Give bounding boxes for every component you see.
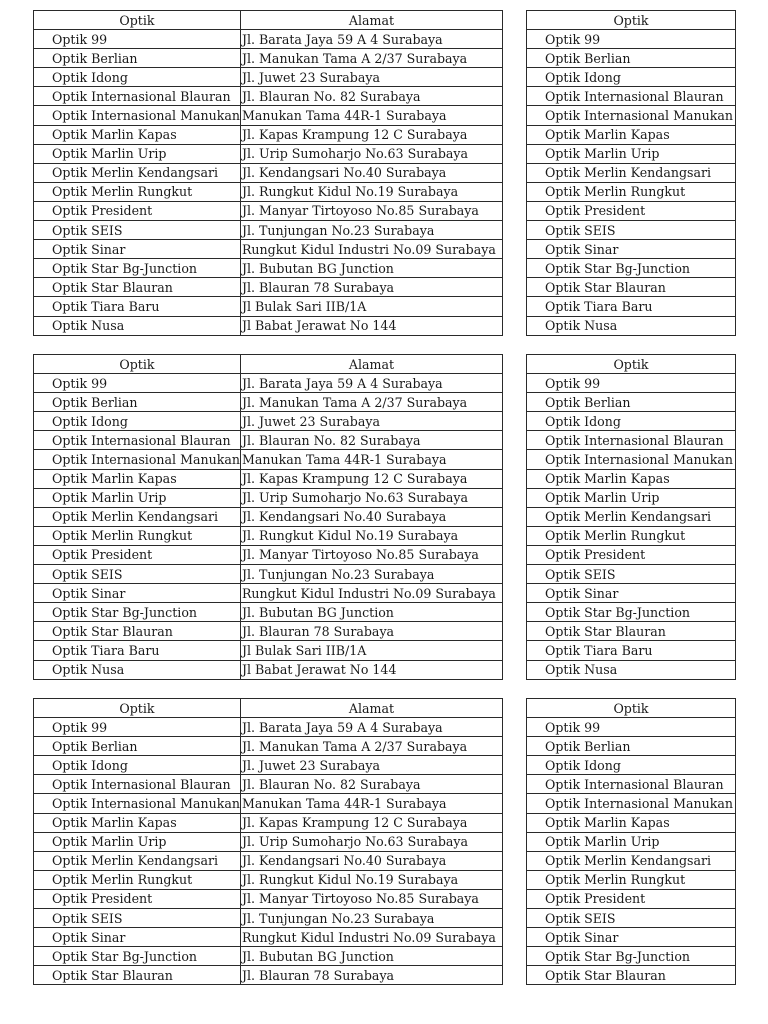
address-cell: Jl. Barata Jaya 59 A 4 Surabaya: [240, 718, 502, 737]
optik-name-cell: Optik SEIS: [527, 909, 736, 928]
table-row: [34, 469, 503, 488]
optik-name-cell: Optik SEIS: [527, 221, 736, 240]
table-row: [527, 106, 736, 125]
optik-name-cell: Optik Tiara Baru: [527, 297, 736, 316]
optik-name-cell: Optik Marlin Kapas: [34, 125, 241, 144]
table-row: [527, 928, 736, 947]
optik-name-cell: Optik Nusa: [34, 316, 241, 335]
optik-name-cell: Optik Internasional Blauran: [34, 775, 241, 794]
address-cell: Jl. Blauran No. 82 Surabaya: [240, 775, 502, 794]
address-cell: Jl. Manyar Tirtoyoso No.85 Surabaya: [240, 201, 502, 220]
table-row: [527, 240, 736, 259]
address-cell: Jl. Juwet 23 Surabaya: [240, 756, 502, 775]
optik-name-cell: Optik Marlin Urip: [527, 488, 736, 507]
name-table-1: [526, 10, 736, 336]
name-table-3: [526, 698, 736, 985]
table-row: [34, 297, 503, 316]
optik-name-cell: Optik Internasional Blauran: [527, 775, 736, 794]
table-row: [34, 851, 503, 870]
optik-name-cell: Optik Idong: [34, 412, 241, 431]
table-row: [34, 545, 503, 564]
optik-name-cell: Optik SEIS: [34, 565, 241, 584]
address-cell: Jl. Kendangsari No.40 Surabaya: [240, 163, 502, 182]
table-row: [527, 316, 736, 335]
address-cell: Jl. Bubutan BG Junction: [240, 947, 502, 966]
optik-name-cell: Optik Idong: [527, 756, 736, 775]
optik-name-cell: Optik SEIS: [34, 909, 241, 928]
optik-name-cell: Optik Internasional Blauran: [527, 87, 736, 106]
optik-name-cell: Optik Merlin Kendangsari: [527, 163, 736, 182]
address-cell: Manukan Tama 44R-1 Surabaya: [240, 794, 502, 813]
table-row: [527, 794, 736, 813]
table-row: [34, 947, 503, 966]
optik-name-cell: Optik Berlian: [527, 49, 736, 68]
table-row: [527, 374, 736, 393]
table-row: [34, 221, 503, 240]
table-row: [527, 947, 736, 966]
optik-name-cell: Optik 99: [527, 30, 736, 49]
table-row: [527, 297, 736, 316]
optik-name-cell: Optik Internasional Manukan: [34, 794, 241, 813]
table-row: [527, 507, 736, 526]
table-row: [527, 201, 736, 220]
table-row: [34, 182, 503, 201]
column-header-optik: Optik: [34, 11, 241, 30]
table-row: [34, 756, 503, 775]
optik-name-cell: Optik Sinar: [527, 584, 736, 603]
address-cell: Jl. Blauran 78 Surabaya: [240, 278, 502, 297]
optik-name-cell: Optik Star Bg-Junction: [527, 947, 736, 966]
table-row: [34, 412, 503, 431]
optik-name-cell: Optik Star Bg-Junction: [527, 603, 736, 622]
optik-name-cell: Optik 99: [527, 718, 736, 737]
optik-name-cell: Optik Marlin Kapas: [527, 125, 736, 144]
optik-name-cell: Optik President: [527, 201, 736, 220]
table-row: [34, 889, 503, 908]
optik-name-cell: Optik Marlin Urip: [34, 488, 241, 507]
optik-name-cell: Optik Idong: [34, 756, 241, 775]
optik-name-cell: Optik Merlin Kendangsari: [34, 163, 241, 182]
table-row: [34, 775, 503, 794]
table-row: [34, 431, 503, 450]
optik-name-cell: Optik Marlin Urip: [527, 144, 736, 163]
column-header-optik: Optik: [527, 355, 736, 374]
optik-name-cell: Optik Star Blauran: [527, 278, 736, 297]
table-row: [527, 622, 736, 641]
optik-name-cell: Optik Marlin Kapas: [34, 469, 241, 488]
address-cell: Jl. Manyar Tirtoyoso No.85 Surabaya: [240, 545, 502, 564]
table-row: [34, 106, 503, 125]
table-row: [527, 603, 736, 622]
table-row: [527, 450, 736, 469]
optik-name-cell: Optik Tiara Baru: [34, 297, 241, 316]
table-header-row: [527, 699, 736, 718]
optik-name-cell: Optik Berlian: [527, 393, 736, 412]
optik-name-cell: Optik Star Blauran: [527, 622, 736, 641]
address-cell: Jl. Rungkut Kidul No.19 Surabaya: [240, 870, 502, 889]
column-header-alamat: Alamat: [240, 699, 502, 718]
address-cell: Jl Babat Jerawat No 144: [240, 660, 502, 679]
address-cell: Jl Bulak Sari IIB/1A: [240, 297, 502, 316]
table-row: [34, 374, 503, 393]
optik-name-cell: Optik Nusa: [34, 660, 241, 679]
address-cell: Rungkut Kidul Industri No.09 Surabaya: [240, 240, 502, 259]
table-row: [34, 450, 503, 469]
optik-name-cell: Optik Idong: [527, 412, 736, 431]
optik-name-cell: Optik Sinar: [34, 584, 241, 603]
table-row: [34, 68, 503, 87]
optik-name-cell: Optik President: [527, 545, 736, 564]
table-row: [34, 966, 503, 985]
address-cell: Jl. Kapas Krampung 12 C Surabaya: [240, 125, 502, 144]
optik-name-cell: Optik Internasional Blauran: [527, 431, 736, 450]
table-row: [527, 125, 736, 144]
address-cell: Jl. Bubutan BG Junction: [240, 603, 502, 622]
optik-name-cell: Optik Merlin Kendangsari: [527, 851, 736, 870]
address-table-1: [33, 10, 503, 336]
table-row: [527, 431, 736, 450]
table-row: [34, 832, 503, 851]
address-cell: Jl. Manukan Tama A 2/37 Surabaya: [240, 393, 502, 412]
table-row: [527, 870, 736, 889]
address-cell: Jl. Kapas Krampung 12 C Surabaya: [240, 813, 502, 832]
optik-name-cell: Optik Merlin Rungkut: [34, 526, 241, 545]
address-cell: Jl. Tunjungan No.23 Surabaya: [240, 221, 502, 240]
optik-name-cell: Optik Star Bg-Junction: [527, 259, 736, 278]
optik-name-cell: Optik President: [34, 201, 241, 220]
table-row: [527, 909, 736, 928]
table-row: [527, 966, 736, 985]
table-row: [34, 870, 503, 889]
table-row: [527, 49, 736, 68]
table-row: [527, 221, 736, 240]
address-cell: Jl. Tunjungan No.23 Surabaya: [240, 909, 502, 928]
optik-name-cell: Optik 99: [34, 718, 241, 737]
optik-name-cell: Optik Sinar: [34, 928, 241, 947]
table-row: [527, 526, 736, 545]
optik-name-cell: Optik Merlin Kendangsari: [34, 507, 241, 526]
optik-name-cell: Optik Sinar: [34, 240, 241, 259]
optik-name-cell: Optik Marlin Urip: [34, 832, 241, 851]
table-row: [34, 316, 503, 335]
table-row: [527, 278, 736, 297]
optik-name-cell: Optik Internasional Manukan: [527, 794, 736, 813]
address-cell: Jl. Rungkut Kidul No.19 Surabaya: [240, 182, 502, 201]
table-row: [34, 144, 503, 163]
address-cell: Jl. Urip Sumoharjo No.63 Surabaya: [240, 144, 502, 163]
optik-name-cell: Optik Star Bg-Junction: [34, 947, 241, 966]
optik-name-cell: Optik President: [527, 889, 736, 908]
optik-name-cell: Optik Marlin Kapas: [527, 813, 736, 832]
table-row: [34, 813, 503, 832]
table-row: [34, 278, 503, 297]
table-header-row: [34, 11, 503, 30]
address-cell: Jl. Urip Sumoharjo No.63 Surabaya: [240, 488, 502, 507]
optik-name-cell: Optik Internasional Blauran: [34, 87, 241, 106]
optik-name-cell: Optik President: [34, 545, 241, 564]
address-cell: Manukan Tama 44R-1 Surabaya: [240, 106, 502, 125]
optik-name-cell: Optik SEIS: [527, 565, 736, 584]
optik-name-cell: Optik Internasional Manukan: [527, 106, 736, 125]
column-header-optik: Optik: [34, 355, 241, 374]
optik-name-cell: Optik Internasional Manukan: [34, 450, 241, 469]
table-row: [527, 182, 736, 201]
optik-name-cell: Optik Marlin Kapas: [527, 469, 736, 488]
table-row: [34, 488, 503, 507]
optik-name-cell: Optik Marlin Urip: [34, 144, 241, 163]
table-header-row: [527, 11, 736, 30]
table-row: [34, 393, 503, 412]
optik-name-cell: Optik Tiara Baru: [34, 641, 241, 660]
address-cell: Jl Bulak Sari IIB/1A: [240, 641, 502, 660]
optik-name-cell: Optik Berlian: [527, 737, 736, 756]
table-row: [34, 87, 503, 106]
column-header-alamat: Alamat: [240, 11, 502, 30]
table-row: [527, 813, 736, 832]
table-row: [34, 660, 503, 679]
optik-name-cell: Optik Merlin Rungkut: [34, 182, 241, 201]
address-cell: Jl. Blauran No. 82 Surabaya: [240, 87, 502, 106]
optik-name-cell: Optik Idong: [34, 68, 241, 87]
table-row: [34, 622, 503, 641]
optik-name-cell: Optik Idong: [527, 68, 736, 87]
optik-name-cell: Optik Nusa: [527, 316, 736, 335]
address-cell: Jl Babat Jerawat No 144: [240, 316, 502, 335]
address-cell: Jl. Kapas Krampung 12 C Surabaya: [240, 469, 502, 488]
table-row: [527, 68, 736, 87]
optik-name-cell: Optik Berlian: [34, 737, 241, 756]
table-row: [34, 928, 503, 947]
optik-name-cell: Optik Internasional Manukan: [527, 450, 736, 469]
table-row: [34, 603, 503, 622]
optik-name-cell: Optik Merlin Kendangsari: [527, 507, 736, 526]
table-row: [527, 412, 736, 431]
table-row: [34, 240, 503, 259]
column-header-alamat: Alamat: [240, 355, 502, 374]
address-table-3: [33, 698, 503, 985]
table-row: [527, 737, 736, 756]
table-row: [34, 201, 503, 220]
table-row: [527, 851, 736, 870]
optik-name-cell: Optik Merlin Kendangsari: [34, 851, 241, 870]
table-row: [34, 259, 503, 278]
column-header-optik: Optik: [527, 11, 736, 30]
address-cell: Jl. Kendangsari No.40 Surabaya: [240, 851, 502, 870]
address-cell: Jl. Manukan Tama A 2/37 Surabaya: [240, 737, 502, 756]
address-cell: Jl. Barata Jaya 59 A 4 Surabaya: [240, 374, 502, 393]
table-row: [34, 794, 503, 813]
name-table-2: [526, 354, 736, 680]
table-header-row: [527, 355, 736, 374]
optik-name-cell: Optik President: [34, 889, 241, 908]
table-row: [527, 889, 736, 908]
table-row: [527, 163, 736, 182]
optik-name-cell: Optik Star Bg-Junction: [34, 259, 241, 278]
optik-name-cell: Optik Merlin Rungkut: [34, 870, 241, 889]
table-row: [34, 718, 503, 737]
column-header-optik: Optik: [527, 699, 736, 718]
address-table-2: [33, 354, 503, 680]
optik-name-cell: Optik Merlin Rungkut: [527, 182, 736, 201]
optik-name-cell: Optik 99: [34, 374, 241, 393]
optik-name-cell: Optik 99: [34, 30, 241, 49]
optik-name-cell: Optik Tiara Baru: [527, 641, 736, 660]
table-row: [527, 756, 736, 775]
table-row: [527, 469, 736, 488]
address-cell: Jl. Barata Jaya 59 A 4 Surabaya: [240, 30, 502, 49]
table-row: [527, 832, 736, 851]
optik-name-cell: Optik Nusa: [527, 660, 736, 679]
table-row: [527, 641, 736, 660]
table-row: [527, 775, 736, 794]
address-cell: Rungkut Kidul Industri No.09 Surabaya: [240, 584, 502, 603]
table-row: [34, 641, 503, 660]
optik-name-cell: Optik Berlian: [34, 393, 241, 412]
table-row: [34, 49, 503, 68]
optik-name-cell: Optik Star Bg-Junction: [34, 603, 241, 622]
address-cell: Manukan Tama 44R-1 Surabaya: [240, 450, 502, 469]
table-row: [34, 565, 503, 584]
table-header-row: [34, 699, 503, 718]
address-cell: Jl. Manyar Tirtoyoso No.85 Surabaya: [240, 889, 502, 908]
address-cell: Jl. Urip Sumoharjo No.63 Surabaya: [240, 832, 502, 851]
address-cell: Jl. Tunjungan No.23 Surabaya: [240, 565, 502, 584]
address-cell: Jl. Juwet 23 Surabaya: [240, 412, 502, 431]
table-row: [34, 737, 503, 756]
address-cell: Jl. Blauran 78 Surabaya: [240, 966, 502, 985]
address-cell: Jl. Blauran 78 Surabaya: [240, 622, 502, 641]
table-row: [34, 163, 503, 182]
table-row: [527, 565, 736, 584]
address-cell: Jl. Bubutan BG Junction: [240, 259, 502, 278]
address-cell: Jl. Kendangsari No.40 Surabaya: [240, 507, 502, 526]
optik-name-cell: Optik Internasional Manukan: [34, 106, 241, 125]
address-cell: Jl. Juwet 23 Surabaya: [240, 68, 502, 87]
table-row: [34, 909, 503, 928]
address-cell: Jl. Manukan Tama A 2/37 Surabaya: [240, 49, 502, 68]
table-row: [527, 584, 736, 603]
optik-name-cell: Optik Sinar: [527, 240, 736, 259]
table-row: [527, 393, 736, 412]
table-row: [34, 125, 503, 144]
table-row: [34, 507, 503, 526]
table-row: [527, 660, 736, 679]
optik-name-cell: Optik SEIS: [34, 221, 241, 240]
table-row: [527, 545, 736, 564]
table-row: [527, 718, 736, 737]
table-row: [527, 259, 736, 278]
optik-name-cell: Optik Star Blauran: [34, 622, 241, 641]
optik-name-cell: Optik Marlin Urip: [527, 832, 736, 851]
table-row: [527, 144, 736, 163]
table-header-row: [34, 355, 503, 374]
table-row: [34, 526, 503, 545]
optik-name-cell: Optik Star Blauran: [34, 278, 241, 297]
address-cell: Jl. Rungkut Kidul No.19 Surabaya: [240, 526, 502, 545]
optik-name-cell: Optik Merlin Rungkut: [527, 870, 736, 889]
table-row: [527, 488, 736, 507]
table-row: [527, 30, 736, 49]
optik-name-cell: Optik Internasional Blauran: [34, 431, 241, 450]
optik-name-cell: Optik Merlin Rungkut: [527, 526, 736, 545]
address-cell: Rungkut Kidul Industri No.09 Surabaya: [240, 928, 502, 947]
table-row: [34, 584, 503, 603]
optik-name-cell: Optik Star Blauran: [527, 966, 736, 985]
optik-name-cell: Optik Sinar: [527, 928, 736, 947]
table-row: [34, 30, 503, 49]
optik-name-cell: Optik Marlin Kapas: [34, 813, 241, 832]
column-header-optik: Optik: [34, 699, 241, 718]
table-row: [527, 87, 736, 106]
optik-name-cell: Optik Star Blauran: [34, 966, 241, 985]
optik-name-cell: Optik 99: [527, 374, 736, 393]
address-cell: Jl. Blauran No. 82 Surabaya: [240, 431, 502, 450]
optik-name-cell: Optik Berlian: [34, 49, 241, 68]
